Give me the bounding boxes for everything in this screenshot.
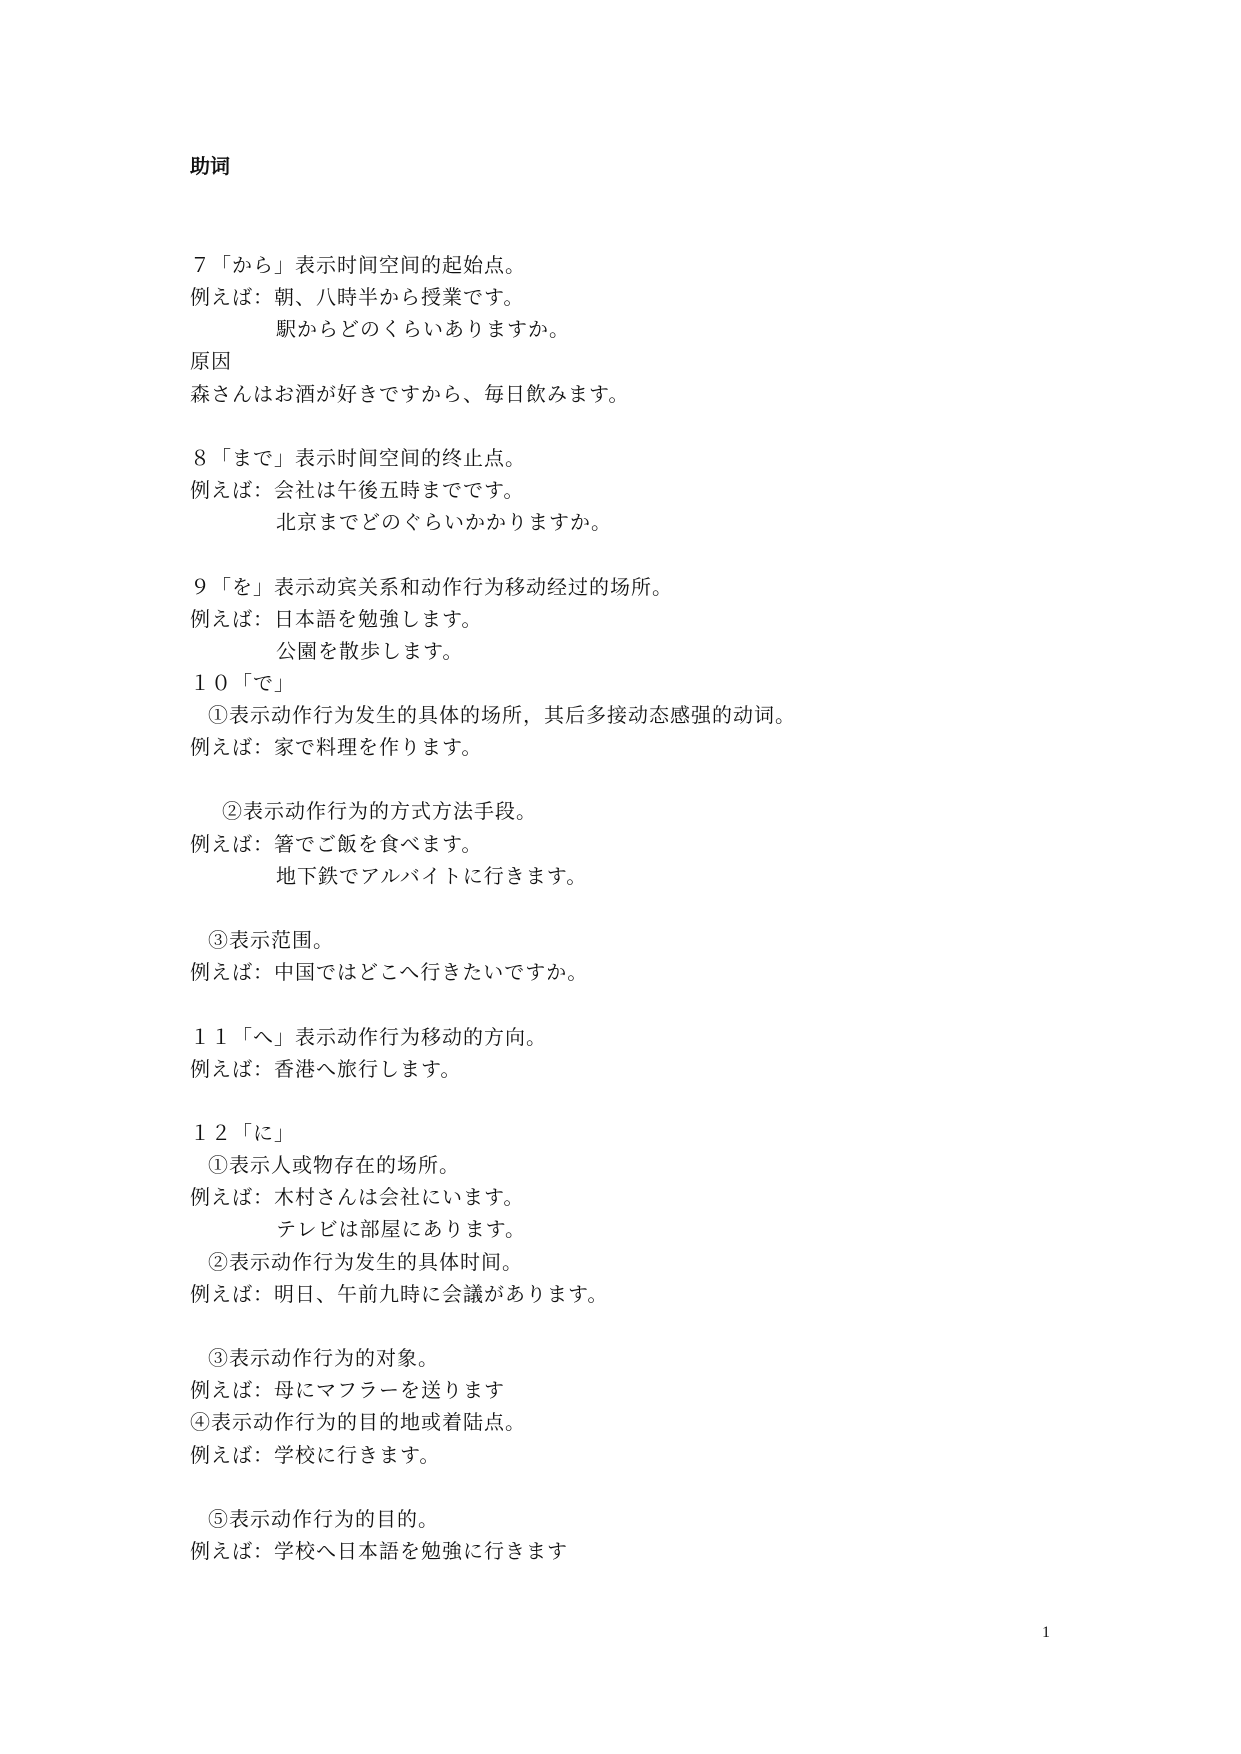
text-line: テレビは部屋にあります。 [276,1217,526,1241]
text-line: ②表示动作行为发生的具体时间。 [208,1250,523,1274]
page-number: 1 [1042,1624,1050,1641]
text-line: １１「へ」表示动作行为移动的方向。 [190,1025,547,1049]
text-line: 例えば：母にマフラーを送ります [190,1378,505,1402]
text-line: 地下鉄でアルバイトに行きます。 [276,864,588,888]
text-line: ①表示人或物存在的场所。 [208,1153,460,1177]
text-line: ７「から」表示时间空间的起始点。 [190,253,526,277]
text-line: 例えば：学校に行きます。 [190,1443,441,1467]
text-line: 例えば：明日、午前九時に会議があります。 [190,1282,609,1306]
text-line: 例えば：箸でご飯を食べます。 [190,832,483,856]
text-line: 北京までどのぐらいかかりますか。 [276,510,612,534]
text-line: 例えば：日本語を勉強します。 [190,607,483,631]
text-line: 例えば：家で料理を作ります。 [190,735,483,759]
text-line: ③表示范围。 [208,928,334,952]
text-line: 例えば：木村さんは会社にいます。 [190,1185,525,1209]
text-line: ①表示动作行为发生的具体的场所，其后多接动态感强的动词。 [208,703,796,727]
text-line: １０「で」 [190,671,295,695]
text-line: 駅からどのくらいありますか。 [276,317,570,341]
text-line: 森さんはお酒が好きですから、毎日飲みます。 [190,382,630,406]
text-line: 例えば：学校へ日本語を勉強に行きます [190,1539,568,1563]
text-line: 例えば：朝、八時半から授業です。 [190,285,525,309]
page-title: 助词 [190,154,230,178]
text-line: ⑤表示动作行为的目的。 [208,1507,439,1531]
text-line: ④表示动作行为的目的地或着陆点。 [190,1410,526,1434]
text-line: ②表示动作行为的方式方法手段。 [222,799,537,823]
text-line: 例えば：香港へ旅行します。 [190,1057,462,1081]
text-line: ③表示动作行为的对象。 [208,1346,439,1370]
text-line: １２「に」 [190,1121,295,1145]
text-line: 公園を散歩します。 [276,639,464,663]
text-line: 例えば：会社は午後五時までです。 [190,478,525,502]
text-line: ８「まで」表示时间空间的终止点。 [190,446,526,470]
text-line: 原因 [190,349,232,373]
text-line: ９「を」表示动宾关系和动作行为移动经过的场所。 [190,575,673,599]
text-line: 例えば：中国ではどこへ行きたいですか。 [190,960,589,984]
